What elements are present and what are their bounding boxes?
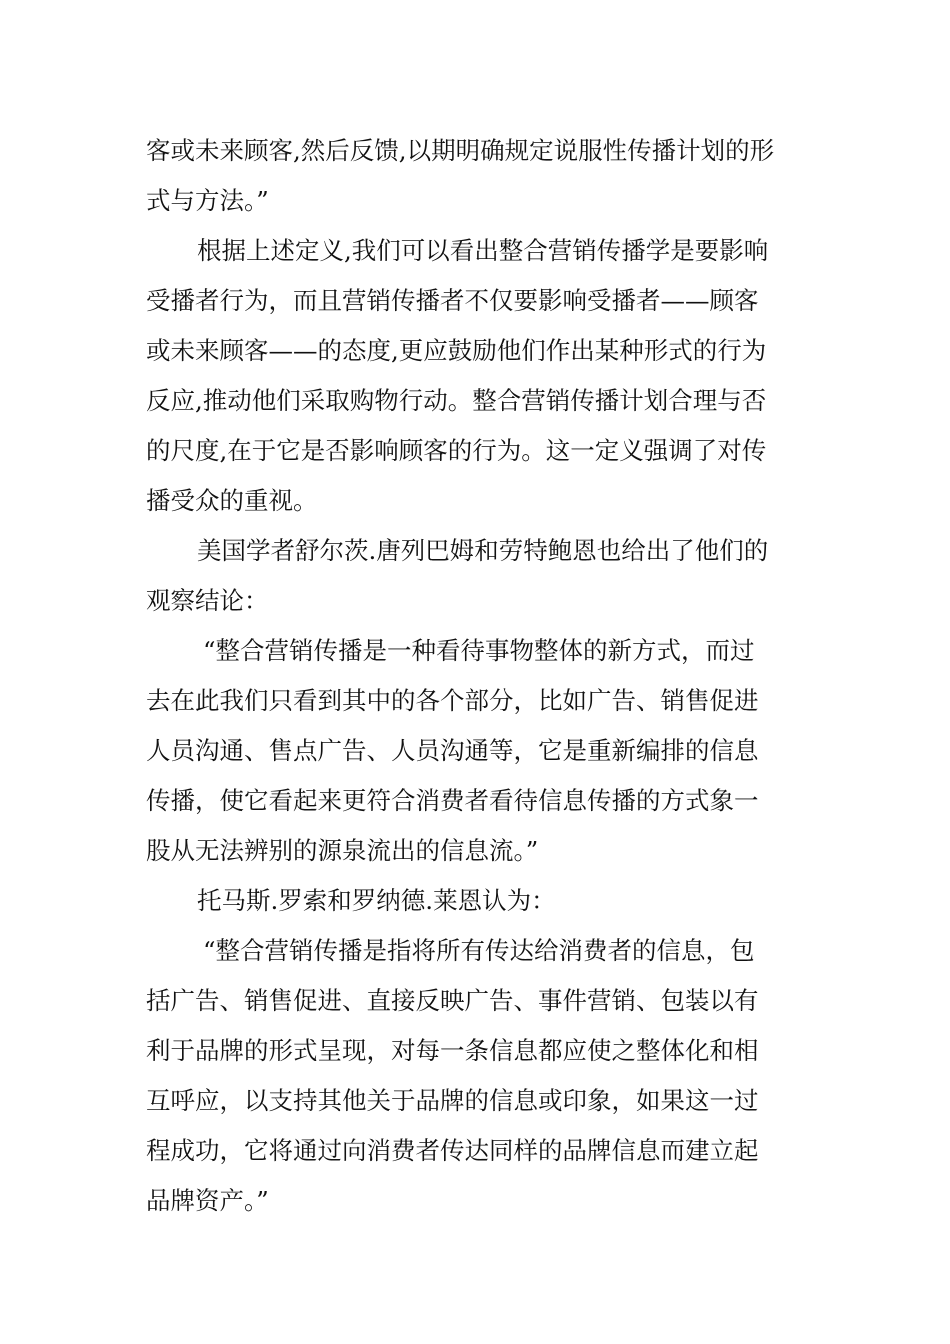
text-line: 或未来顾客——的态度,更应鼓励他们作出某种形式的行为 [146,336,767,365]
text-line: 受播者行为，而且营销传播者不仅要影响受播者——顾客 [146,286,759,315]
text-line: 传播，使它看起来更符合消费者看待信息传播的方式象一 [146,786,759,815]
text-line: 股从无法辨别的源泉流出的信息流。” [146,836,539,865]
text-line: 的尺度,在于它是否影响顾客的行为。这一定义强调了对传 [146,436,767,465]
text-line: 互呼应，以支持其他关于品牌的信息或印象，如果这一过 [146,1086,759,1115]
paragraph-4-quote [146,626,808,876]
text-line: 括广告、销售促进、直接反映广告、事件营销、包装以有 [146,986,759,1015]
paragraph-2 [146,226,808,526]
text-line: 式与方法。” [146,186,269,215]
text-line: 反应,推动他们采取购物行动。整合营销传播计划合理与否 [146,386,767,415]
text-line: “整合营销传播是指将所有传达给消费者的信息，包 [203,936,755,965]
text-line: 程成功，它将通过向消费者传达同样的品牌信息而建立起 [146,1136,759,1165]
text-line: 人员沟通、售点广告、人员沟通等，它是重新编排的信息 [146,736,759,765]
text-line: 美国学者舒尔茨.唐列巴姆和劳特鲍恩也给出了他们的 [197,536,769,565]
text-line: 去在此我们只看到其中的各个部分，比如广告、销售促进 [146,686,759,715]
paragraph-6-quote [146,926,808,1226]
text-line: 根据上述定义,我们可以看出整合营销传播学是要影响 [197,236,769,265]
text-line: 托马斯.罗索和罗纳德.莱恩认为： [197,886,556,915]
text-line: “整合营销传播是一种看待事物整体的新方式，而过 [203,636,755,665]
document-body [146,126,808,1226]
text-line: 利于品牌的形式呈现，对每一条信息都应使之整体化和相 [146,1036,759,1065]
text-line: 观察结论： [146,586,269,615]
text-line: 客或未来顾客,然后反馈,以期明确规定说服性传播计划的形 [146,136,775,165]
text-line: 播受众的重视。 [146,486,318,515]
paragraph-1 [146,126,808,226]
paragraph-3 [146,526,808,626]
text-line: 品牌资产。” [146,1186,269,1215]
paragraph-5 [146,876,808,926]
